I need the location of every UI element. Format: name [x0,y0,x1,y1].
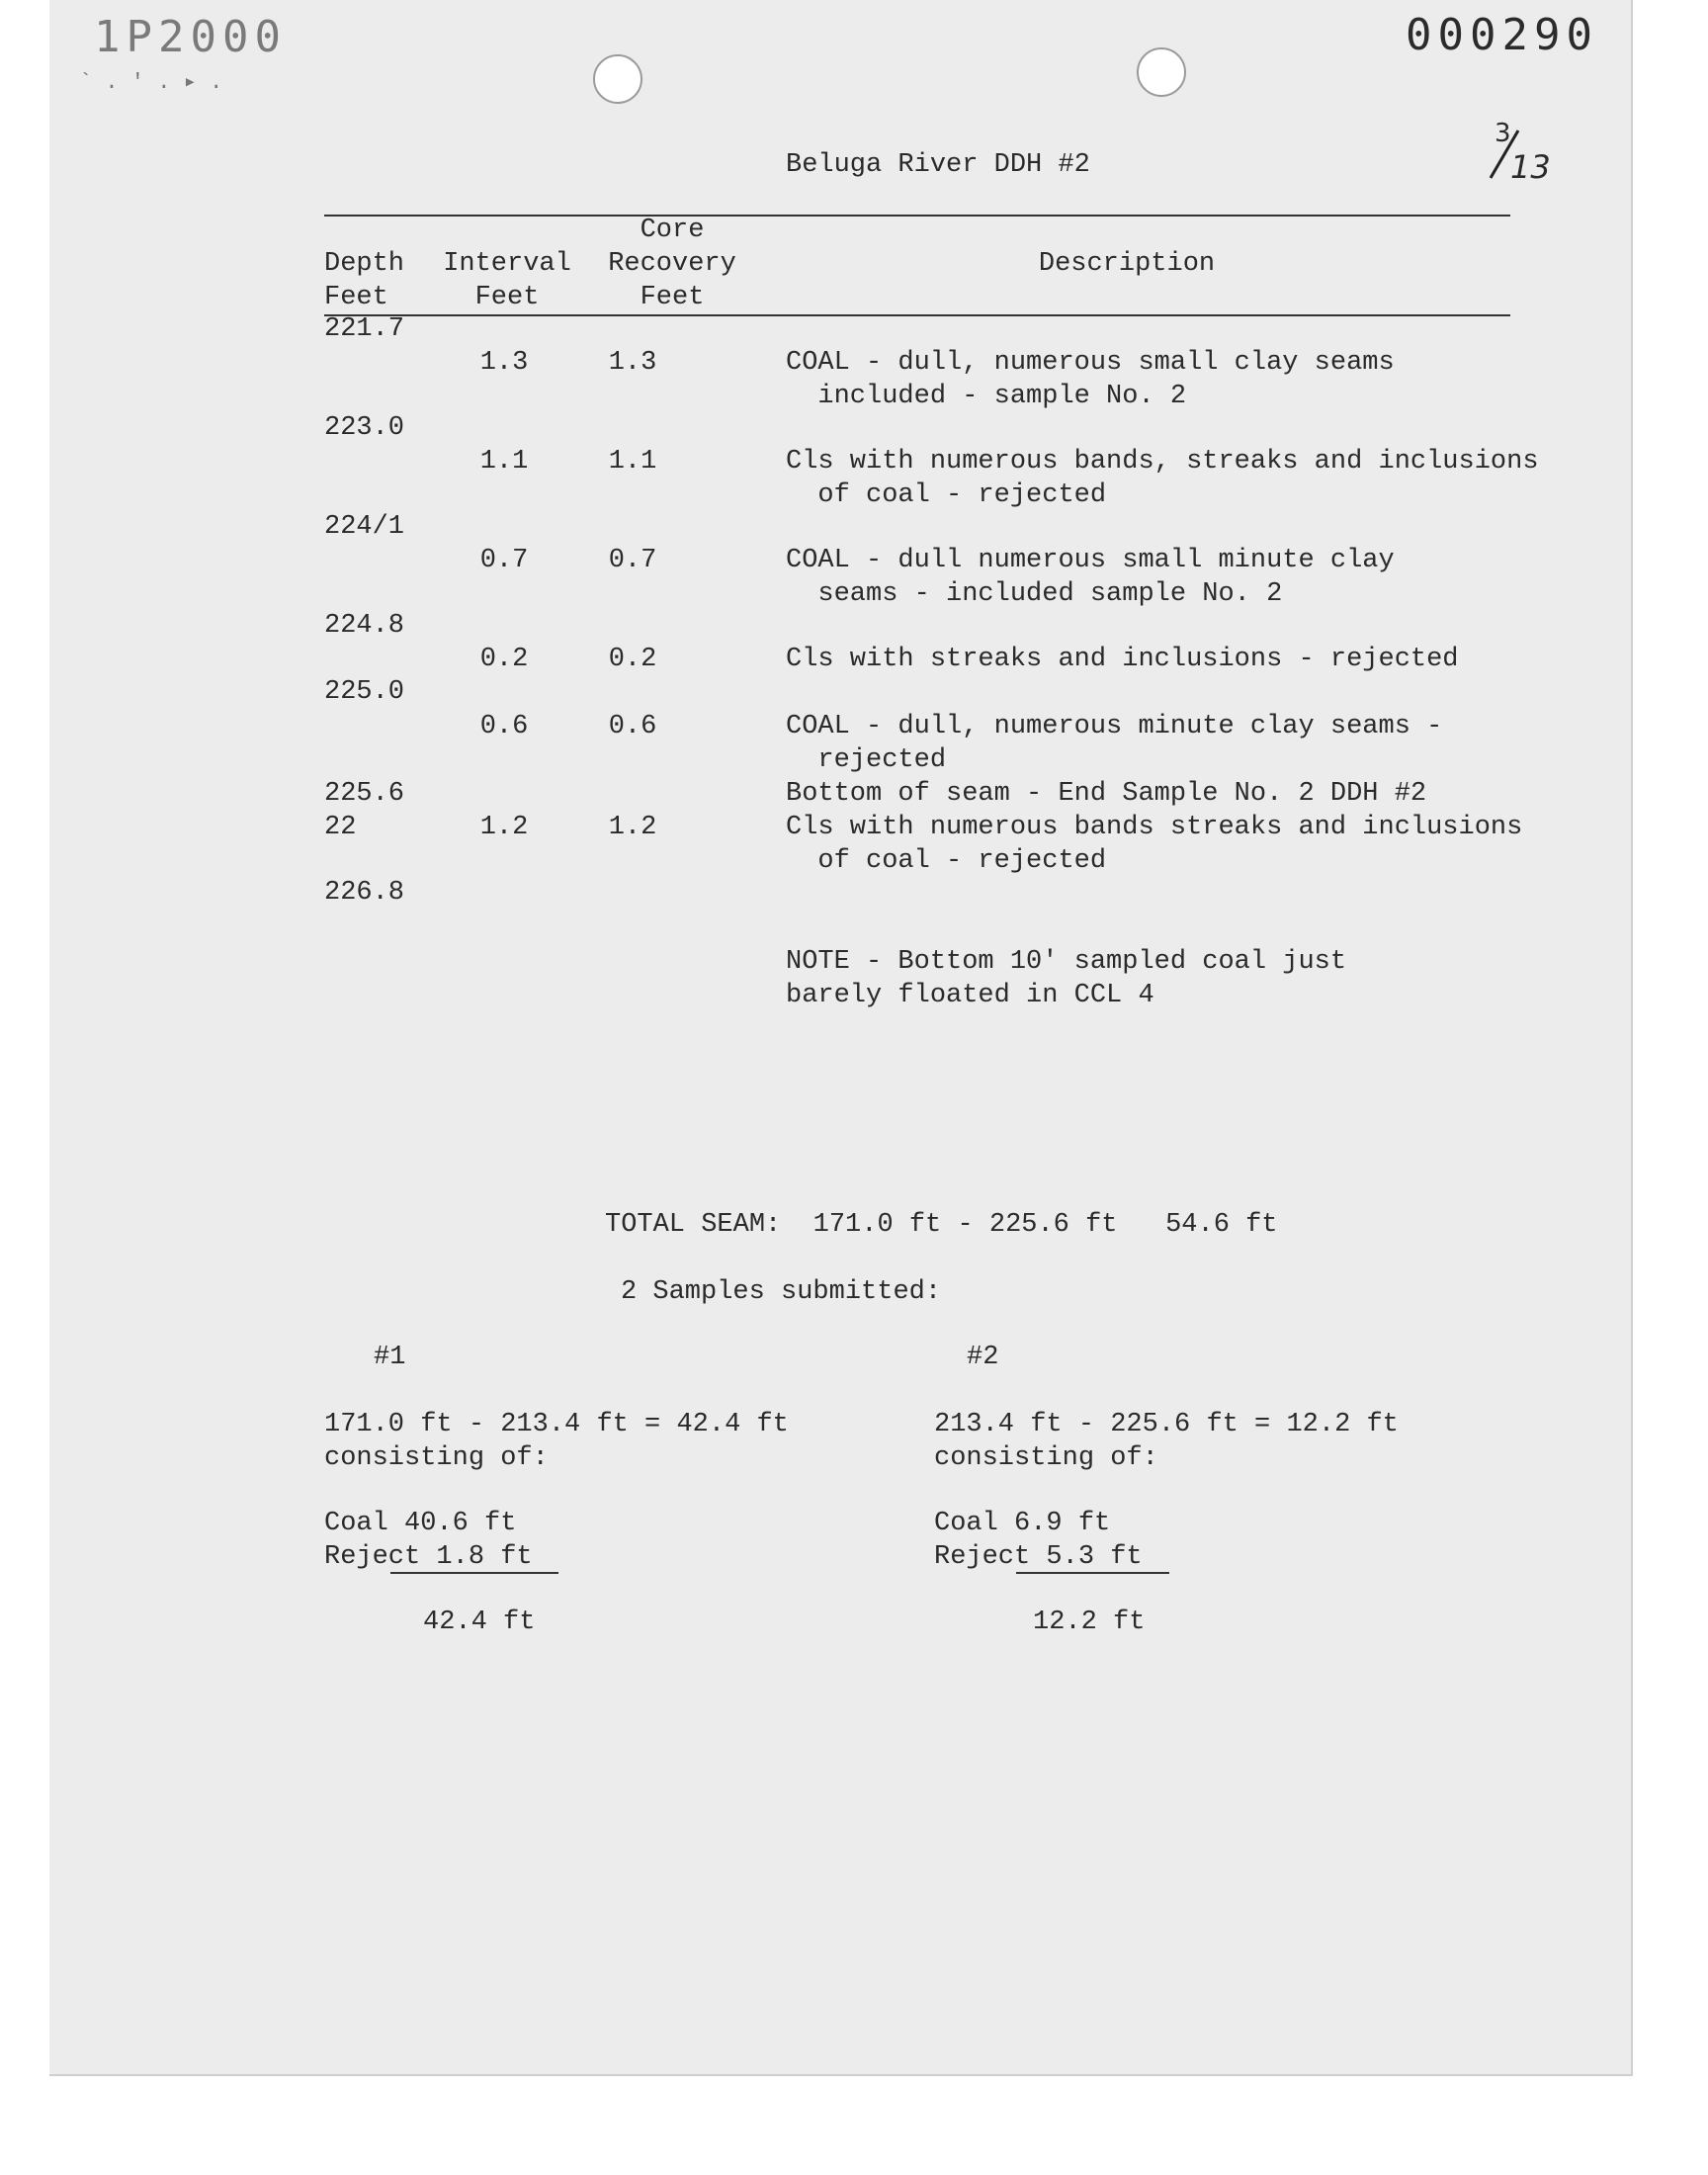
sample2-total: 12.2 ft [1033,1608,1146,1637]
description-line: of coal - rejected [786,846,1107,876]
sample2-heading: #2 [967,1343,999,1372]
depth-value: 221.7 [324,314,405,344]
header-top-rule [324,215,1510,217]
description-line: included - sample No. 2 [786,382,1187,411]
page-mark-den: 13 [1510,148,1551,186]
description-line: COAL - dull, numerous minute clay seams - [786,712,1443,741]
header-bottom-rule [324,314,1510,316]
sample1-range: 171.0 ft - 213.4 ft = 42.4 ft [324,1410,789,1439]
col-depth-line1: Depth [324,249,405,279]
col-interval-line2: Feet [474,283,540,312]
depth-value: 224/1 [324,512,405,542]
samples-submitted: 2 Samples submitted: [621,1277,942,1307]
note-line: NOTE - Bottom 10' sampled coal just [786,947,1347,977]
description-line: Cls with numerous bands streaks and inclusions [786,813,1523,842]
core-value: 1.2 [608,813,657,842]
col-interval-line1: Interval [443,249,571,279]
punch-hole-left [593,54,642,104]
interval-value: 1.3 [479,348,529,378]
note-line: barely floated in CCL 4 [786,981,1154,1010]
document-title: Beluga River DDH #2 [786,150,1090,180]
sample1-sum-rule [390,1572,558,1574]
stamp-left: 1P2000 [94,12,287,62]
sample1-heading: #1 [374,1343,406,1372]
interval-value: 0.2 [479,645,529,674]
sample2-reject: Reject 5.3 ft [934,1542,1143,1572]
sample1-consisting: consisting of: [324,1443,549,1473]
core-value: 1.1 [608,447,657,477]
smudge-mark: ` . ' . ▸ . [79,70,223,95]
core-value: 0.7 [608,546,657,575]
sample2-range: 213.4 ft - 225.6 ft = 12.2 ft [934,1410,1399,1439]
core-value: 0.6 [608,712,657,741]
stamp-right: 000290 [1406,10,1598,60]
depth-value: 226.8 [324,878,405,908]
description-line: of coal - rejected [786,480,1107,510]
core-value: 0.2 [608,645,657,674]
description-line: Bottom of seam - End Sample No. 2 DDH #2 [786,779,1427,809]
description-line: COAL - dull, numerous small clay seams [786,348,1395,378]
interval-value: 1.2 [479,813,529,842]
sample1-reject: Reject 1.8 ft [324,1542,533,1572]
depth-value: 223.0 [324,413,405,443]
col-description: Description [1038,249,1216,279]
depth-value: 224.8 [324,611,405,641]
sample1-coal: Coal 40.6 ft [324,1509,517,1538]
punch-hole-right [1137,47,1186,97]
sample2-coal: Coal 6.9 ft [934,1509,1111,1538]
col-core-line3: Feet [640,283,705,312]
col-core-line2: Recovery [608,249,736,279]
description-line: Cls with numerous bands, streaks and inclusions [786,447,1539,477]
page-mark-num: 3 [1494,119,1511,148]
depth-value: 22 [324,813,357,842]
description-line: seams - included sample No. 2 [786,579,1283,609]
col-core-line1: Core [640,216,705,245]
interval-value: 0.7 [479,546,529,575]
total-seam: TOTAL SEAM: 171.0 ft - 225.6 ft 54.6 ft [605,1210,1278,1240]
description-line: rejected [786,745,947,775]
description-line: COAL - dull numerous small minute clay [786,546,1395,575]
interval-value: 1.1 [479,447,529,477]
page-mark [1483,119,1562,188]
interval-value: 0.6 [479,712,529,741]
col-depth-line2: Feet [324,283,388,312]
sample1-total: 42.4 ft [423,1608,536,1637]
description-line: Cls with streaks and inclusions - rejected [786,645,1459,674]
depth-value: 225.0 [324,677,405,707]
core-value: 1.3 [608,348,657,378]
sample2-sum-rule [1016,1572,1169,1574]
sample2-consisting: consisting of: [934,1443,1158,1473]
depth-value: 225.6 [324,779,405,809]
document-sheet [49,0,1633,2076]
